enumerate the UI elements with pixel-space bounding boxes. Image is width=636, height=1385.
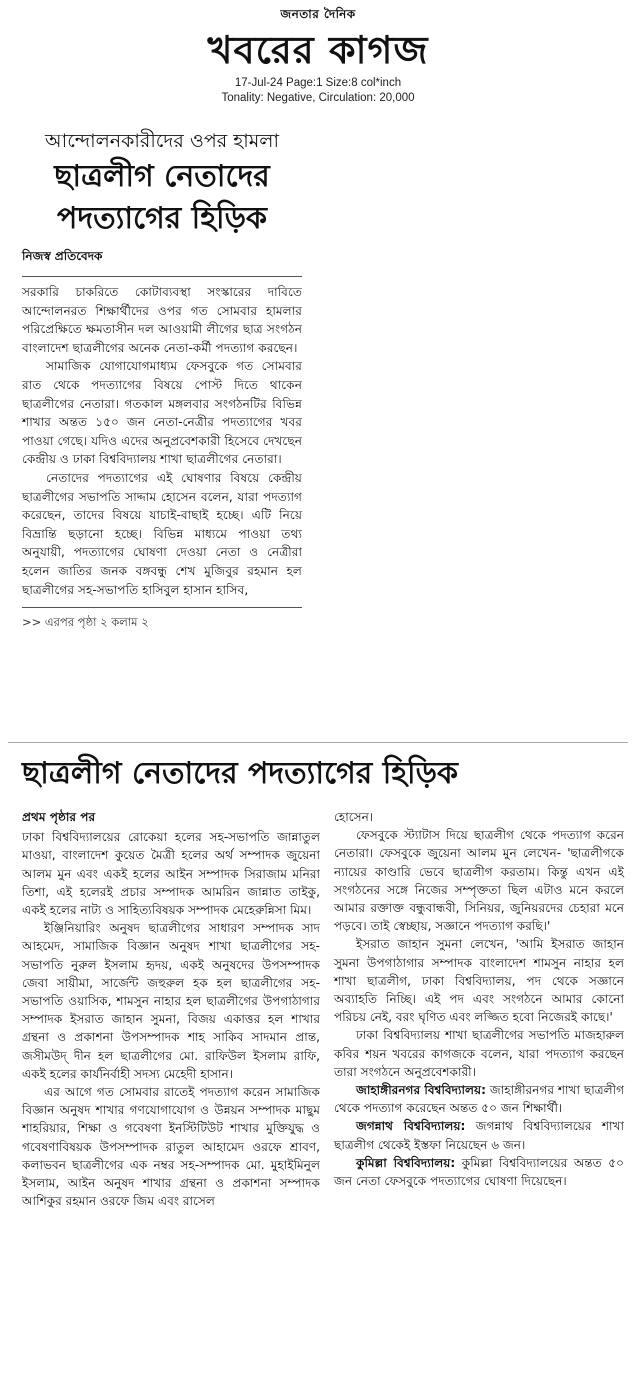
article-paragraph: ঢাকা বিশ্ববিদ্যালয়ের রোকেয়া হলের সহ-সভাপতি জান্নাতুল মাওয়া, বাংলাদেশ কুয়েত মৈত্রী হলের অর্থ সম্পাদক জুয়েনা আলম মুন এবং একই হলের আইন সম্পাদক সিরাজাম মনিরা তিশা, এই হলেরই প্রচার সম্পাদক আমরিন জান্নাত তাইকু, একই হলের নাট্য ও সাহিত্যবিষয়ক সম্পাদক মেহেরুন্নিসা মিম। [22, 830, 320, 918]
article-paragraph: ঢাকা বিশ্ববিদ্যালয় শাখা ছাত্রলীগের সভাপতি মাজহারুল কবির শয়ন খবরের কাগজকে বলেন, যারা পদত্যাগ করছেন তারা সংগঠনে অনুপ্রবেশকারী। [334, 1028, 624, 1079]
article-paragraph: এর আগে গত সোমবার রাতেই পদত্যাগ করেন সামাজিক বিজ্ঞান অনুষদ শাখার গণযোগাযোগ ও উন্নয়ন সম্পাদক মাছুম শাহরিয়ার, শিক্ষা ও গবেষণা ইনস্টিটিউট শাখার মুক্তিযুদ্ধ ও গবেষণাবিষয়ক উপসম্পাদক রাতুল আহামেদ ওরফে শ্রাবণ, কলাভবন ছাত্রলীগের এক নম্বর সহ-সম্পাদক মো. মুহাইমিনুল ইসলাম, আইন অনুষদ শাখার গ্রন্থনা ও প্রকাশনা সম্পাদক আশিকুর রহমান ওরফে জিম এবং রাসেল [22, 1085, 320, 1209]
divider [22, 276, 302, 277]
article-paragraph: সামাজিক যোগাযোগমাধ্যম ফেসবুকে গত সোমবার রাত থেকে পদত্যাগের বিষয়ে পোস্ট দিতে থাকেন ছাত্রলীগের নেতারা। গতকাল মঙ্গলবার সংগঠনটির বিভিন্ন শাখার অন্তত ১৫০ জন নেতা-নেত্রীর পদত্যাগের খবর পাওয়া গেছে। যদিও এদের অনুপ্রবেশকারী হিসেবে দেখছেন কেন্দ্রীয় ও ঢাকা বিশ্ববিদ্যালয় শাখা ছাত্রলীগের নেতারা। [22, 359, 302, 467]
article-byline: নিজস্ব প্রতিবেদক [22, 249, 103, 263]
article-paragraph: হোসেন। [334, 810, 374, 824]
article-paragraph: ইঞ্জিনিয়ারিং অনুষদ ছাত্রলীগের সাধারণ সম্পাদক সাদ আহমেদ, সামাজিক বিজ্ঞান অনুষদ শাখা ছাত্রলীগের সহ-সভাপতি নুরুল ইসলাম হৃদয়, একই অনুষদের উপসম্পাদক জেবা সায়ীমা, সার্জেন্ট জহুরুল হক হল ছাত্রলীগের সহ-সভাপতি ওয়াসিক, শামসুন নাহার হল ছাত্রলীগের উপগাঠাগার সম্পাদক ইসরাত জাহান সুমনা, বিজয় একাত্তর হল শাখার গ্রন্থনা ও প্রকাশনা উপসম্পাদক শাহ সাকিব সাদমান প্রান্ত, জসীমউদ্‌ দীন হল ছাত্রলীগের মো. রাফিউল ইসলাম রাফি, একই হলের কার্যনির্বাহী সদস্য মেহেদী হাসান। [22, 921, 320, 1081]
front-page-article [22, 128, 302, 633]
section-text: জগন্নাথ বিশ্ববিদ্যালয়ের শাখা ছাত্রলীগ থেকেই ইস্তফা নিয়েছেন ৬ জন। [334, 1119, 625, 1152]
divider [22, 607, 302, 608]
clipping-meta-date: 17-Jul-24 Page:1 Size:8 col*inch [234, 77, 402, 89]
section-text: কুমিল্লা বিশ্ববিদ্যালয়ের অন্তত ৫০ জন নেতা ফেসবুকে পদত্যাগের ঘোষণা দিয়েছেন। [334, 1155, 624, 1189]
section-label: জাহাঙ্গীরনগর বিশ্ববিদ্যালয়: [356, 1083, 486, 1098]
section-text: জাহাঙ্গীরনগর শাখা ছাত্রলীগ থেকে পদত্যাগ করেছেন অন্তত ৫০ জন শিক্ষার্থী। [334, 1083, 624, 1116]
article-kicker: আন্দোলনকারীদের ওপর হামলা [45, 130, 279, 152]
continued-from-label: প্রথম পৃষ্ঠার পর [22, 810, 96, 824]
newspaper-name: খবরের কাগজ [207, 28, 429, 72]
university-section-jahangirnagar [334, 1081, 624, 1117]
section-label: জগন্নাথ বিশ্ববিদ্যালয়: [356, 1119, 466, 1134]
article-headline: ছাত্রলীগ নেতাদের পদত্যাগের হিড়িক [54, 159, 270, 236]
continuation-column-left [22, 808, 320, 1210]
continuation-headline: ছাত্রলীগ নেতাদের পদত্যাগের হিড়িক [22, 756, 459, 791]
university-section-cumilla [334, 1154, 624, 1190]
article-paragraph: সরকারি চাকরিতে কোটাব্যবস্থা সংস্কারের দাবিতে আন্দোলনরত শিক্ষার্থীদের ওপর গত সোমবার হামলার পরিপ্রেক্ষিতে ক্ষমতাসীন দল আওয়ামী লীগের ছাত্র সংগঠন বাংলাদেশ ছাত্রলীগের অনেক নেতা-কর্মী পদত্যাগ করছেন। [22, 285, 302, 355]
masthead [0, 0, 636, 106]
clipping-meta-tonality: Tonality: Negative, Circulation: 20,000 [221, 92, 415, 104]
continued-on-jump: >> এরপর পৃষ্ঠা ২ কলাম ২ [22, 615, 149, 630]
article-paragraph: নেতাদের পদত্যাগের এই ঘোষণার বিষয়ে কেন্দ্রীয় ছাত্রলীগের সভাপতি সাদ্দাম হোসেন বলেন, যারা পদত্যাগ করেছেন, তাদের বিষয়ে যাচাই-বাছাই হচ্ছে। এটি নিয়ে বিভ্রান্তি ছড়ানো হচ্ছে। বিভিন্ন মাধ্যমে পাওয়া তথ্য অনুযায়ী, পদত্যাগের ঘোষণা দেওয়া নেতা ও নেত্রীরা হলেন জাতির জনক বঙ্গবন্ধু শেখ মুজিবুর রহমান হল ছাত্রলীগের সহ-সভাপতি হাসিবুল হাসান হাসিব, [22, 470, 302, 597]
section-divider [8, 742, 628, 743]
article-body [22, 283, 302, 599]
article-paragraph: ইসরাত জাহান সুমনা লেখেন, 'আমি ইসরাত জাহান সুমনা উপগাঠাগার সম্পাদক বাংলাদেশ শামসুন নাহার হল শাখা ছাত্রলীগ, ঢাকা বিশ্ববিদ্যালয়, পদ থেকে সজ্ঞানে অব্যাহতি নিচ্ছি। এই পদ এবং সংগঠনে আমার কোনো পরিচয় নেই, বরং ঘৃণিত এবং লজ্জিত হবো নিজেরই কাছে।' [334, 937, 624, 1025]
masthead-tagline: জনতার দৈনিক [280, 7, 356, 21]
section-label: কুমিল্লা বিশ্ববিদ্যালয়: [356, 1155, 456, 1170]
article-paragraph: ফেসবুকে স্ট্যাটাস দিয়ে ছাত্রলীগ থেকে পদত্যাগ করেন নেতারা। ফেসবুকে জুয়েনা আলম মুন লেখেন- 'ছাত্রলীগকে ন্যায়ের কাণ্ডারি ভেবে ছাত্রলীগ করতাম। কিন্তু এখন এই সংগঠনের সঙ্গে নিজের সম্পৃক্ততা ছিল এটাও মনে করলে আমার রক্তাক্ত বন্ধুবান্ধবী, সিনিয়র, জুনিয়রদের চেহারা মনে পড়বে। তাই স্বেচ্ছায়, সজ্ঞানে পদত্যাগ করছি।' [334, 828, 624, 934]
university-section-jagannath [334, 1117, 624, 1153]
continuation-column-right [334, 808, 624, 1190]
